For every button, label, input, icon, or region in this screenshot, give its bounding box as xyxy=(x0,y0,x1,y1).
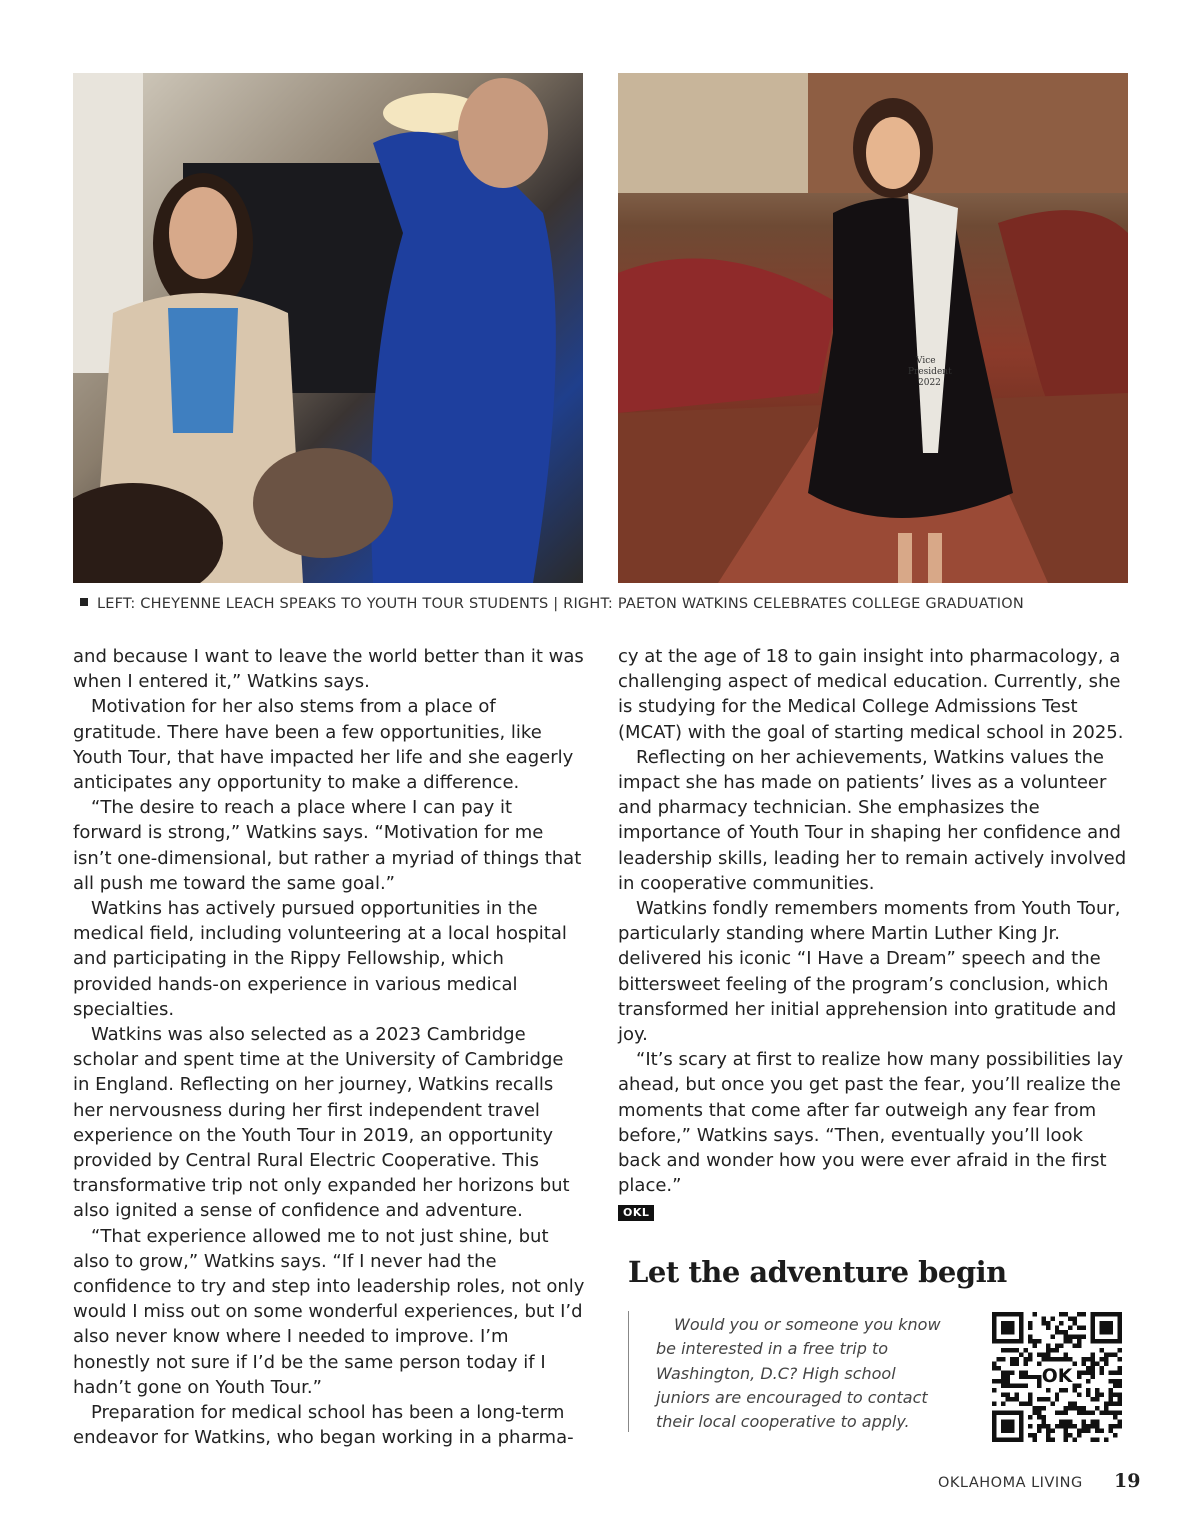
right-paragraph: Reflecting on her achievements, Watkins values the impact she has made on patients’ lives as a volunteer and pharmacy technician. She emphasizes the importance of Youth Tour in shaping her confidence and leadership skills, leading her to remain actively involved in cooperative communities. xyxy=(618,746,1127,894)
sidebar-title: Let the adventure begin xyxy=(628,1255,1007,1289)
end-of-article-badge: OKL xyxy=(618,1205,654,1221)
article-column-left xyxy=(73,644,585,1451)
left-paragraph: Preparation for medical school has been a long-term endeavor for Watkins, who began working in a pharma- xyxy=(73,1402,574,1449)
right-paragraph: “It’s scary at first to realize how many possibilities lay ahead, but once you get past the fear, you’ll realize the moments that come after far outweigh any fear from before,” Watkins says. “Then, eventually you’ll look back and wonder how you were ever afraid in the first place.” xyxy=(618,1049,1124,1197)
stole-text-3: 2022 xyxy=(918,378,941,388)
qr-code[interactable] xyxy=(992,1312,1122,1442)
page-number: 19 xyxy=(1114,1470,1141,1492)
photo-right-graduation xyxy=(618,73,1128,583)
left-paragraph: Motivation for her also stems from a place of gratitude. There have been a few opportunities, like Youth Tour, that have impacted her life and she eagerly anticipates any opportunity to make a difference. xyxy=(73,696,574,794)
photo-left-illustration xyxy=(73,73,583,583)
qr-logo-text: OK xyxy=(1041,1365,1073,1387)
right-paragraph: Watkins fondly remembers moments from Youth Tour, particularly standing where Martin Luther King Jr. delivered his iconic “I Have a Dream” speech and the bittersweet feeling of the program’s conclusion, which transformed her initial apprehension into gratitude and joy. xyxy=(618,898,1121,1046)
sidebar-text xyxy=(656,1313,956,1434)
left-paragraph: “That experience allowed me to not just shine, but also to grow,” Watkins says. “If I never had the confidence to try and step into leadership roles, not only would I miss out on some wonderful experiences, but I’d also never know where I needed to improve. I’m honestly not sure if I’d be the same person today if I hadn’t gone on Youth Tour.” xyxy=(73,1225,585,1398)
sidebar-line: be interested in a free trip to xyxy=(656,1339,889,1359)
caption-text: LEFT: CHEYENNE LEACH SPEAKS TO YOUTH TOUR STUDENTS | RIGHT: PAETON WATKINS CELEBRATES COLLEGE GRADUATION xyxy=(97,596,1024,612)
caption-bullet-icon xyxy=(80,598,88,606)
photo-caption xyxy=(80,596,1140,612)
left-paragraph: and because I want to leave the world better than it was when I entered it,” Watkins says. xyxy=(73,646,584,693)
footer-publication: OKLAHOMA LIVING xyxy=(938,1475,1083,1491)
sidebar-line: their local cooperative to apply. xyxy=(656,1412,910,1432)
right-paragraph: cy at the age of 18 to gain insight into pharmacology, a challenging aspect of medical education. Currently, she is studying for the Medical College Admissions Test (MCAT) with the goal of starting medical school in 2025. xyxy=(618,646,1124,743)
photo-left-youth-tour xyxy=(73,73,583,583)
sidebar-line: Washington, D.C? High school xyxy=(656,1363,896,1383)
article-column-right xyxy=(618,644,1130,1224)
left-paragraph: Watkins was also selected as a 2023 Cambridge scholar and spent time at the University of Cambridge in England. Reflecting on her journey, Watkins recalls her nervousness during her first independent travel experience on the Youth Tour in 2019, an opportunity provided by Central Rural Electric Cooperative. This transformative trip not only expanded her horizons but also ignited a sense of confidence and adventure. xyxy=(73,1024,570,1222)
photo-right-illustration xyxy=(618,73,1128,583)
stole-text-2: President xyxy=(908,367,952,377)
left-paragraph: Watkins has actively pursued opportunities in the medical field, including volunteering at a local hospital and participating in the Rippy Fellowship, which provided hands-on experience in various medical specialties. xyxy=(73,898,567,1020)
sidebar-rule xyxy=(628,1311,629,1432)
sidebar-line: juniors are encouraged to contact xyxy=(656,1387,928,1407)
left-paragraph: “The desire to reach a place where I can pay it forward is strong,” Watkins says. “Motivation for me isn’t one-dimensional, but rather a myriad of things that all push me toward the same goal.” xyxy=(73,797,582,894)
stole-text-1: Vice xyxy=(916,356,936,366)
sidebar-line: Would you or someone you know xyxy=(674,1315,941,1334)
